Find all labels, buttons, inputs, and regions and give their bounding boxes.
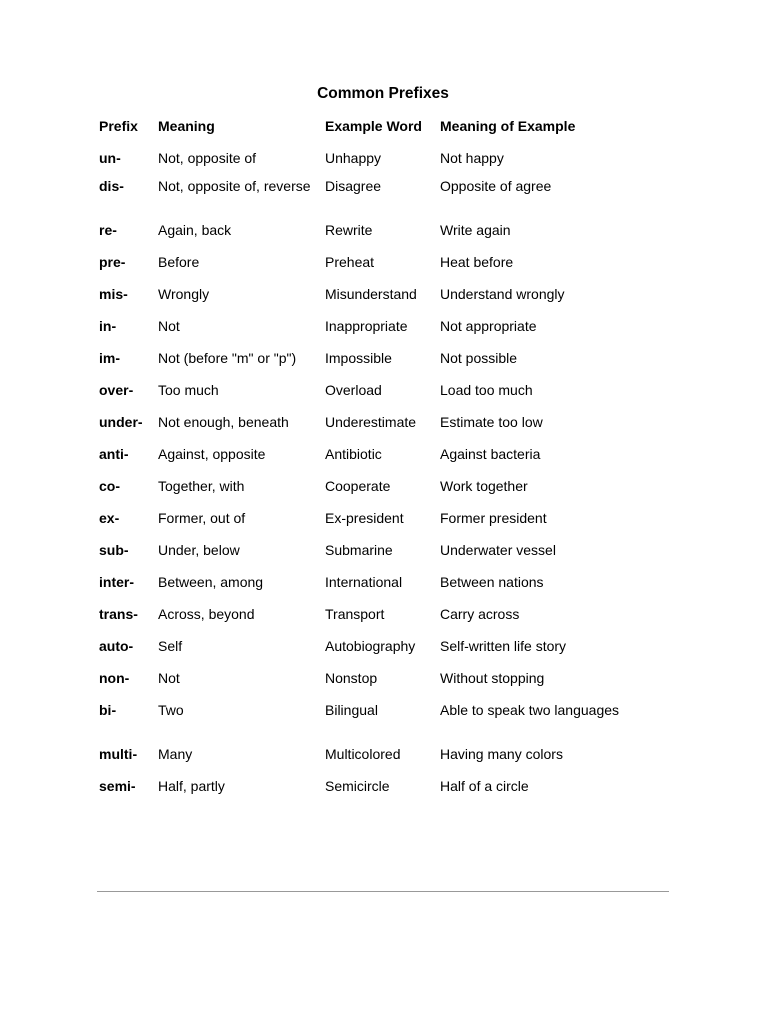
prefix-cell: re- [99, 222, 117, 238]
example-meaning-cell: Without stopping [440, 670, 545, 686]
meaning-cell: Again, back [158, 222, 232, 238]
prefix-cell: non- [99, 670, 130, 686]
prefix-cell: mis- [99, 286, 128, 302]
meaning-cell: Too much [158, 382, 219, 398]
example-word-cell: Rewrite [325, 222, 373, 238]
prefix-cell: multi- [99, 746, 138, 762]
header-example-word: Example Word [325, 118, 422, 134]
example-word-cell: Inappropriate [325, 318, 408, 334]
example-word-cell: Unhappy [325, 150, 382, 166]
table-row [99, 510, 659, 542]
example-word-cell: Submarine [325, 542, 393, 558]
prefix-cell: under- [99, 414, 143, 430]
meaning-cell: Not (before "m" or "p") [158, 350, 297, 366]
page-title: Common Prefixes [317, 85, 449, 102]
example-meaning-cell: Work together [440, 478, 528, 494]
meaning-cell: Under, below [158, 542, 240, 558]
meaning-cell: Across, beyond [158, 606, 255, 622]
prefix-cell: bi- [99, 702, 117, 718]
prefix-cell: anti- [99, 446, 129, 462]
table-row [99, 414, 659, 446]
table-row [99, 382, 659, 414]
table-row [99, 254, 659, 286]
meaning-cell: Self [158, 638, 183, 654]
example-word-cell: Impossible [325, 350, 392, 366]
meaning-cell: Between, among [158, 574, 264, 590]
example-word-cell: Nonstop [325, 670, 378, 686]
prefix-cell: semi- [99, 778, 136, 794]
example-word-cell: Transport [325, 606, 385, 622]
prefix-cell: sub- [99, 542, 129, 558]
example-word-cell: Cooperate [325, 478, 391, 494]
meaning-cell: Not, opposite of [158, 150, 257, 166]
table-row [99, 574, 659, 606]
example-meaning-cell: Against bacteria [440, 446, 541, 462]
meaning-cell: Together, with [158, 478, 245, 494]
table-row [99, 478, 659, 510]
prefix-cell: pre- [99, 254, 126, 270]
example-word-cell: Underestimate [325, 414, 417, 430]
example-meaning-cell: Write again [440, 222, 511, 238]
table-row [99, 350, 659, 382]
example-word-cell: Overload [325, 382, 382, 398]
example-word-cell: Autobiography [325, 638, 416, 654]
header-meaning-of-example: Meaning of Example [440, 118, 576, 134]
header-meaning: Meaning [158, 118, 215, 134]
table-row [99, 670, 659, 702]
meaning-cell: Wrongly [158, 286, 210, 302]
meaning-cell: Former, out of [158, 510, 246, 526]
example-meaning-cell: Understand wrongly [440, 286, 565, 302]
example-meaning-cell: Carry across [440, 606, 520, 622]
table-row [99, 286, 659, 318]
example-meaning-cell: Having many colors [440, 746, 563, 762]
prefix-cell: over- [99, 382, 134, 398]
table-row [99, 542, 659, 574]
table-row [99, 222, 659, 254]
table-header-row [99, 117, 659, 150]
meaning-cell: Against, opposite [158, 446, 266, 462]
table-row [99, 318, 659, 350]
prefix-cell: trans- [99, 606, 138, 622]
example-word-cell: Ex-president [325, 510, 404, 526]
example-meaning-cell: Load too much [440, 382, 533, 398]
example-word-cell: Disagree [325, 178, 382, 194]
example-word-cell: Bilingual [325, 702, 378, 718]
meaning-cell: Not enough, beneath [158, 414, 289, 430]
table-body [99, 150, 659, 810]
example-meaning-cell: Self-written life story [440, 638, 567, 654]
example-meaning-cell: Between nations [440, 574, 544, 590]
example-meaning-cell: Former president [440, 510, 547, 526]
example-meaning-cell: Not possible [440, 350, 518, 366]
example-meaning-cell: Opposite of agree [440, 178, 552, 194]
meaning-cell: Not [158, 670, 180, 686]
meaning-cell: Not, opposite of, reverse [158, 178, 311, 194]
table-row [99, 446, 659, 478]
table-row [99, 606, 659, 638]
example-meaning-cell: Half of a circle [440, 778, 529, 794]
example-word-cell: International [325, 574, 403, 590]
prefix-cell: dis- [99, 178, 124, 194]
meaning-cell: Many [158, 746, 193, 762]
example-word-cell: Antibiotic [325, 446, 382, 462]
prefix-cell: ex- [99, 510, 120, 526]
example-word-cell: Multicolored [325, 746, 401, 762]
prefix-cell: in- [99, 318, 117, 334]
meaning-cell: Half, partly [158, 778, 225, 794]
meaning-cell: Before [158, 254, 200, 270]
example-word-cell: Misunderstand [325, 286, 417, 302]
example-meaning-cell: Estimate too low [440, 414, 543, 430]
meaning-cell: Two [158, 702, 184, 718]
table-row [99, 746, 659, 778]
prefix-cell: un- [99, 150, 121, 166]
example-meaning-cell: Able to speak two languages [440, 702, 620, 718]
example-meaning-cell: Underwater vessel [440, 542, 556, 558]
example-word-cell: Preheat [325, 254, 375, 270]
footer-divider [97, 891, 669, 892]
example-meaning-cell: Heat before [440, 254, 514, 270]
table-row [99, 702, 659, 746]
prefix-cell: im- [99, 350, 120, 366]
prefix-cell: inter- [99, 574, 134, 590]
table-row [99, 638, 659, 670]
prefix-cell: auto- [99, 638, 134, 654]
table-row [99, 150, 659, 178]
header-prefix: Prefix [99, 118, 138, 134]
example-meaning-cell: Not happy [440, 150, 504, 166]
example-meaning-cell: Not appropriate [440, 318, 537, 334]
prefix-table [99, 117, 659, 810]
table-row [99, 778, 659, 810]
prefix-cell: co- [99, 478, 120, 494]
example-word-cell: Semicircle [325, 778, 390, 794]
meaning-cell: Not [158, 318, 180, 334]
table-row [99, 178, 659, 222]
